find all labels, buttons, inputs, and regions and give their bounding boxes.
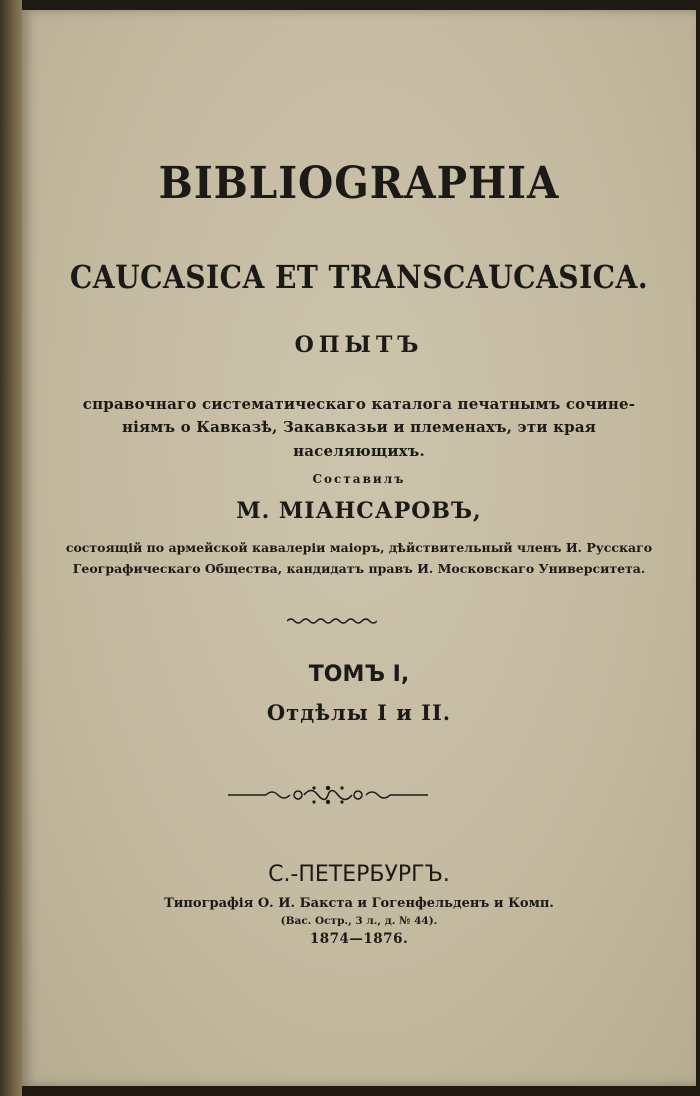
ornament-divider-icon: [228, 780, 428, 810]
description-line-1: справочнаго систематическаго каталога печатнымъ сочине-: [82, 395, 636, 413]
sections-label: Отдѣлы I и II.: [266, 700, 452, 725]
imprint-address: (Вас. Остр., 3 л., д. № 44).: [280, 915, 438, 927]
description-line-3: населяющихъ.: [293, 442, 425, 460]
author-rank-line-1: состоящій по армейской кавалеріи маіоръ, дѣйствительный членъ И. Русскаго: [65, 540, 653, 555]
author-name: М. МІАНСАРОВЪ,: [236, 498, 482, 524]
volume-label: ТОМЪ I,: [308, 662, 410, 687]
wavy-divider-icon: [287, 616, 377, 626]
subtitle: CAUCASICA ET TRANSCAUCASICA.: [69, 258, 649, 296]
compiled-by-label: Составилъ: [312, 472, 406, 486]
author-rank-line-2: Географическаго Общества, кандидатъ правъ И. Московскаго Университета.: [72, 561, 646, 576]
imprint-city: С.-ПЕТЕРБУРГЪ.: [268, 862, 450, 887]
title-page: [22, 10, 696, 1086]
description-line-2: ніямъ о Кавказѣ, Закавказьи и племенахъ, эти края: [121, 418, 597, 436]
book-binding-edge: [0, 0, 22, 1096]
imprint-years: 1874—1876.: [309, 931, 409, 947]
imprint-printer: Типографія О. И. Бакста и Гогенфельденъ и Комп.: [164, 896, 554, 911]
main-title: BIBLIOGRAPHIA: [158, 158, 560, 209]
heading-opyt: ОПЫТЪ: [294, 332, 424, 358]
